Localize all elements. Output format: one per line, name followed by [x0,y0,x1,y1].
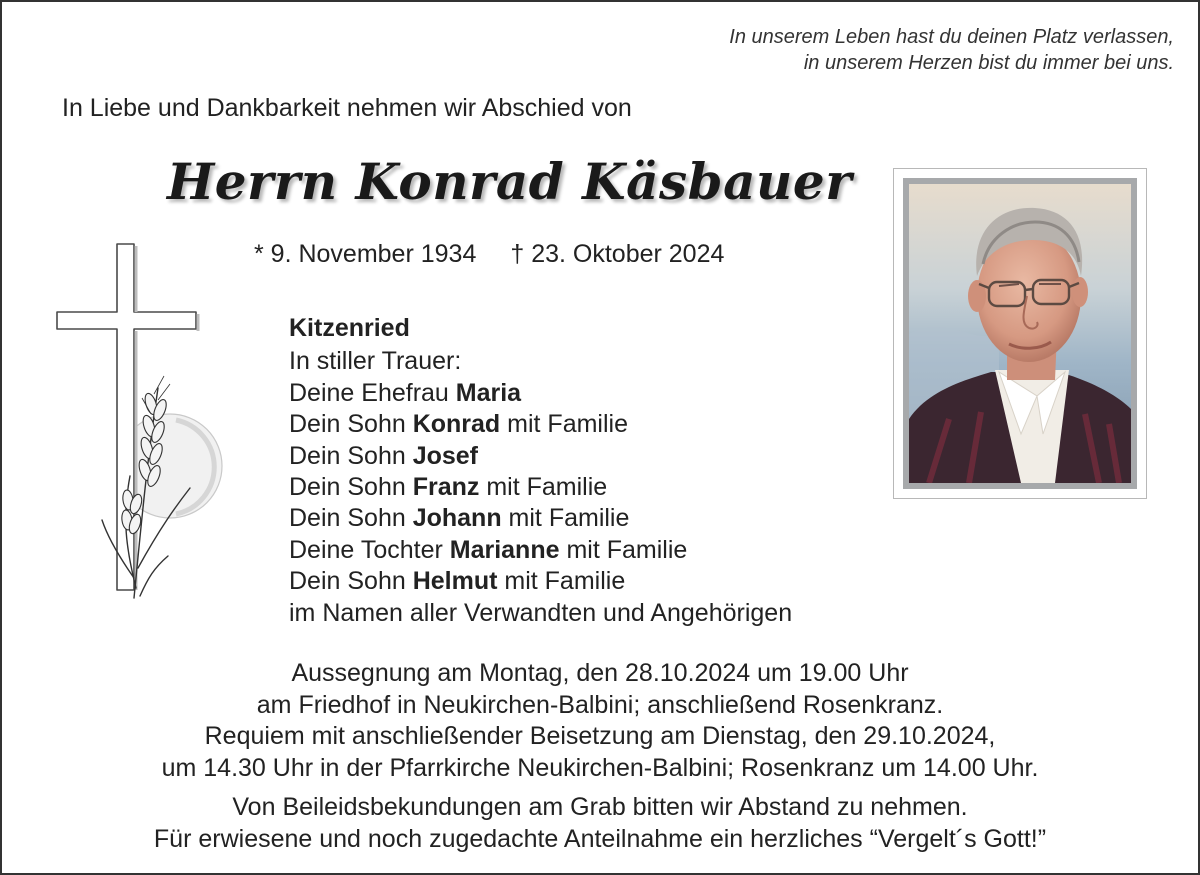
relation-label: Dein Sohn [289,441,413,470]
service-line-4: um 14.30 Uhr in der Pfarrkirche Neukirchen-Balbini; Rosenkranz um 14.00 Uhr. [161,753,1039,782]
mourner-row [289,503,792,534]
life-dates [254,240,724,269]
closing-line-1: Von Beileidsbekundungen am Grab bitten wir Abstand zu nehmen. [232,793,968,821]
relation-label: Dein Sohn [289,410,413,439]
mourner-row [289,409,792,440]
relation-suffix: mit Familie [497,567,626,596]
relation-label: Dein Sohn [289,567,413,596]
relative-name: Helmut [412,567,498,596]
relation-suffix: mit Familie [501,504,630,533]
relation-label: Deine Ehefrau [289,378,456,407]
relation-label: Dein Sohn [289,504,413,533]
motto-line-1: In unserem Leben hast du deinen Platz verlassen, [729,26,1174,48]
death-date: † 23. Oktober 2024 [510,240,725,268]
relation-suffix: mit Familie [559,535,688,564]
mourners-footer: im Namen aller Verwandten und Angehörigen [289,598,793,627]
relative-name: Franz [412,473,480,502]
mourners-heading: In stiller Trauer: [289,347,462,376]
relative-name: Johann [412,504,502,533]
intro-text: In Liebe und Dankbarkeit nehmen wir Abschied von [62,94,632,122]
relative-name: Marianne [449,535,560,564]
relation-label: Deine Tochter [289,535,450,564]
place-name: Kitzenried [289,314,410,342]
deceased-name: Herrn Konrad Käsbauer [167,152,853,211]
mourner-row [289,472,792,503]
service-line-1: Aussegnung am Montag, den 28.10.2024 um 19.00 Uhr [291,659,909,687]
relative-name: Maria [455,378,522,407]
portrait-frame [893,168,1147,499]
birth-date: * 9. November 1934 [254,240,477,268]
relative-name: Konrad [412,410,501,439]
service-line-2: am Friedhof in Neukirchen-Balbini; anschließend Rosenkranz. [256,690,944,719]
relation-suffix: mit Familie [479,473,608,502]
service-line-3: Requiem mit anschließender Beisetzung am Dienstag, den 29.10.2024, [204,722,996,750]
closing-line-2: Für erwiesene und noch zugedachte Anteilnahme ein herzliches “Vergelt´s Gott!” [153,824,1047,853]
mourner-row [289,566,792,597]
motto-line-2: in unserem Herzen bist du immer bei uns. [803,52,1174,74]
relative-name: Josef [412,441,479,470]
portrait-photo [903,178,1137,489]
relation-label: Dein Sohn [289,473,413,502]
mourner-row [289,535,792,566]
closing-remarks [2,792,1198,855]
motto [729,24,1174,76]
relation-suffix: mit Familie [500,410,628,439]
cross-with-wheat-icon [50,238,230,613]
mourners-list [289,313,792,629]
funeral-service-info [2,658,1198,784]
mourner-row [289,441,792,472]
mourner-row [289,378,792,409]
